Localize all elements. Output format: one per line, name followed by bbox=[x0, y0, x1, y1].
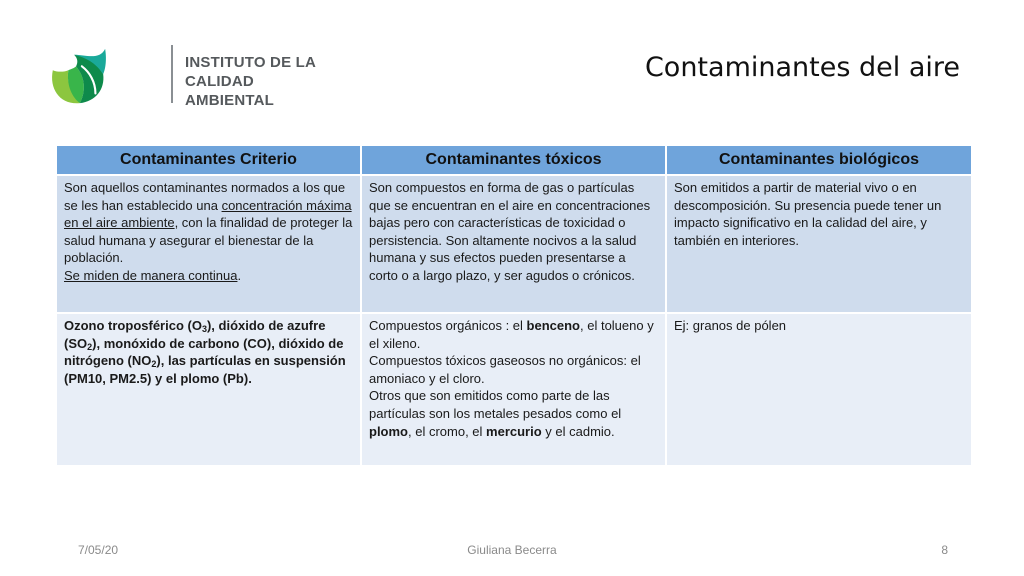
logo-line-1: INSTITUTO DE LA bbox=[185, 54, 317, 71]
criteria-examples bbox=[57, 313, 361, 466]
pollutants-table bbox=[57, 146, 971, 467]
text-run: Son aquellos contaminantes normados a los que se les han establecido una bbox=[64, 180, 346, 213]
table-row bbox=[57, 175, 971, 313]
footer-date: 7/05/20 bbox=[78, 543, 119, 557]
text-run: ), las partículas en suspensión (PM10, PM2.5) y el plomo (Pb). bbox=[64, 353, 346, 386]
underlined-text: concentración máxima en el aire ambiente bbox=[64, 197, 352, 231]
text-run: ), dióxido de azufre (SO bbox=[64, 318, 326, 351]
footer-author: Giuliana Becerra bbox=[467, 543, 557, 557]
text-run: ), monóxido de carbono (CO), dióxido de nitrógeno (NO bbox=[64, 335, 344, 369]
text-run: . bbox=[237, 267, 242, 283]
logo-wordmark bbox=[185, 53, 337, 110]
biological-definition: Son emitidos a partir de material vivo o en descomposición. Su presencia puede tener un impacto significativo en la calidad del aire, y también en interiores. bbox=[666, 175, 971, 313]
bold-text: plomo bbox=[369, 423, 408, 439]
page-number: 8 bbox=[941, 543, 948, 557]
bold-text: mercurio bbox=[486, 423, 542, 439]
institute-logo bbox=[47, 43, 337, 109]
underlined-text: Se miden de manera continua bbox=[64, 267, 238, 283]
header-criteria: Contaminantes Criterio bbox=[57, 146, 361, 175]
bold-text: benceno bbox=[526, 318, 580, 333]
subscript: 2 bbox=[151, 359, 157, 370]
logo-line-2: CALIDAD AMBIENTAL bbox=[185, 73, 275, 109]
table-header-row bbox=[57, 146, 971, 175]
text-run: Ozono troposférico (O bbox=[64, 318, 202, 333]
toxic-definition: Son compuestos en forma de gas o partículas que se encuentran en el aire en concentraciones bajas pero con características de toxicidad o persistencia. Son altamente nocivos a la salud humana y sus efectos pueden presentarse a corto o a largo plazo, y ser agudos o crónicos. bbox=[361, 175, 666, 313]
criteria-definition bbox=[57, 175, 361, 313]
header-toxic: Contaminantes tóxicos bbox=[361, 146, 666, 175]
slide-title: Contaminantes del aire bbox=[644, 52, 960, 83]
toxic-examples bbox=[361, 313, 666, 466]
text-run: , el tolueno y el xileno. bbox=[369, 318, 654, 351]
logo-divider bbox=[171, 45, 173, 103]
subscript: 2 bbox=[87, 341, 93, 352]
text-run: , el cromo, el bbox=[408, 423, 487, 439]
text-run: , con la finalidad de proteger la salud humana y asegurar el bienestar de la población. bbox=[64, 215, 353, 266]
text-run: y el cadmio. bbox=[541, 423, 615, 439]
text-run: Compuestos orgánicos : el bbox=[369, 318, 527, 333]
text-run: Otros que son emitidos como parte de las partículas son los metales pesados como el bbox=[369, 388, 622, 421]
header-biological: Contaminantes biológicos bbox=[666, 146, 971, 175]
text-run: Compuestos tóxicos gaseosos no orgánicos: el amoniaco y el cloro. bbox=[369, 353, 641, 386]
biological-examples: Ej: granos de pólen bbox=[666, 313, 971, 466]
subscript: 3 bbox=[201, 324, 207, 334]
table-row bbox=[57, 313, 971, 466]
leaf-logo-icon bbox=[47, 45, 109, 107]
